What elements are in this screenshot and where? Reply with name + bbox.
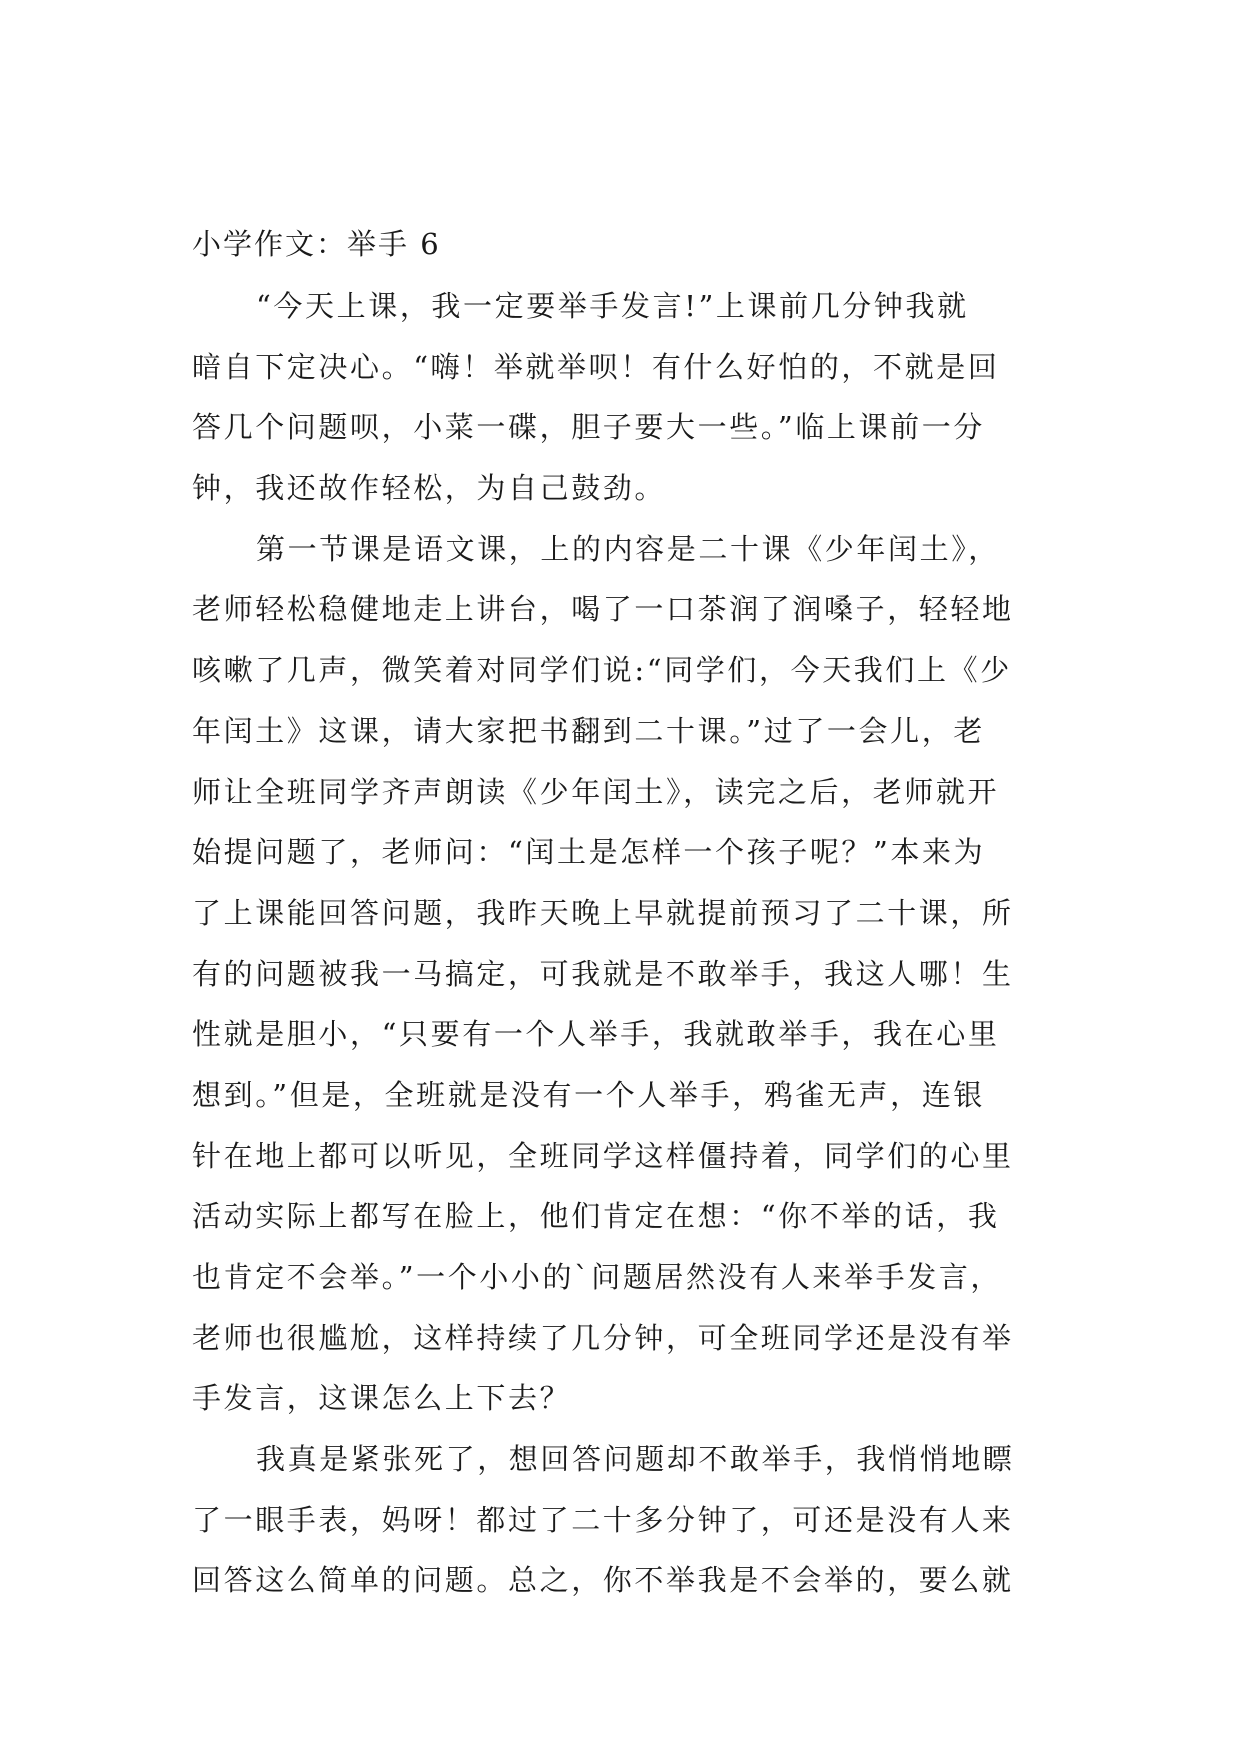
- text-line: 回答这么简单的问题。总之，你不举我是不会举的，要么就: [192, 1563, 1014, 1598]
- text-line: 了一眼手表，妈呀！都过了二十多分钟了，可还是没有人来: [192, 1502, 1014, 1537]
- text-line: 性就是胆小，“只要有一个人举手，我就敢举手，我在心里: [192, 1017, 1000, 1052]
- text-line: 想到。”但是，全班就是没有一个人举手，鸦雀无声，连银: [192, 1077, 985, 1112]
- document-page: [192, 222, 1048, 1611]
- text-line: 始提问题了，老师问：“闰土是怎样一个孩子呢？”本来为: [192, 835, 986, 870]
- text-line: 有的问题被我一马搞定，可我就是不敢举手，我这人哪！生: [192, 956, 1014, 991]
- text-line: 答几个问题呗，小菜一碟，胆子要大一些。”临上课前一分: [192, 410, 985, 445]
- text-line: 了上课能回答问题，我昨天晚上早就提前预习了二十课，所: [192, 895, 1014, 930]
- text-line: 暗自下定决心。“嗨！举就举呗！有什么好怕的，不就是回: [192, 349, 1000, 384]
- document-title: 小学作文：举手 6: [192, 227, 441, 261]
- text-line: 老师也很尴尬，这样持续了几分钟，可全班同学还是没有举: [192, 1320, 1014, 1355]
- text-line: 师让全班同学齐声朗读《少年闰土》，读完之后，老师就开: [192, 774, 1000, 809]
- text-line: 咳嗽了几声，微笑着对同学们说:“同学们，今天我们上《少: [192, 653, 1012, 688]
- text-line: 钟，我还故作轻松，为自己鼓劲。: [192, 471, 667, 506]
- text-line: 也肯定不会举。”一个小小的`问题居然没有人来举手发言，: [192, 1260, 1003, 1294]
- text-line: 第一节课是语文课，上的内容是二十课《少年闰土》，: [256, 531, 1000, 566]
- text-line: “今天上课，我一定要举手发言!”上课前几分钟我就: [256, 289, 969, 323]
- text-line: 老师轻松稳健地走上讲台，喝了一口茶润了润嗓子，轻轻地: [192, 592, 1014, 627]
- text-line: 针在地上都可以听见，全班同学这样僵持着，同学们的心里: [192, 1138, 1014, 1173]
- text-line: 活动实际上都写在脸上，他们肯定在想：“你不举的话，我: [192, 1199, 1000, 1234]
- text-line: 手发言，这课怎么上下去？: [192, 1381, 572, 1416]
- document-body: [192, 276, 1048, 1611]
- text-line: 年闰土》这课，请大家把书翻到二十课。”过了一会儿，老: [192, 713, 985, 748]
- text-line: 我真是紧张死了，想回答问题却不敢举手，我悄悄地瞟: [256, 1442, 1015, 1477]
